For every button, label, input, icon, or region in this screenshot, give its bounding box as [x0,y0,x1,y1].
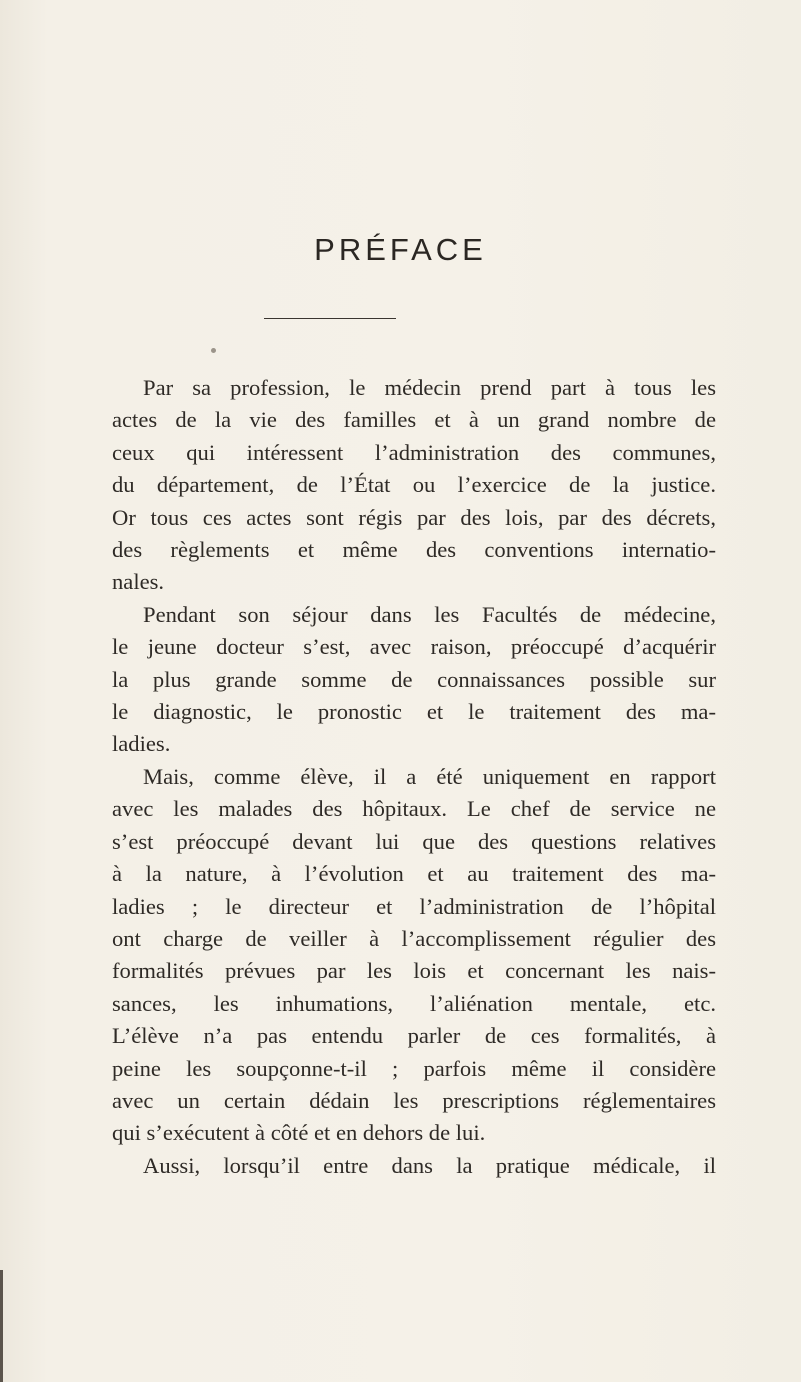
body-line: la plus grande somme de connaissances possible sur [112,666,716,692]
body-line: le diagnostic, le pronostic et le traitement des ma- [112,699,716,725]
body-line: avec un certain dédain les prescriptions réglementaires [112,1087,716,1113]
preface-body [112,372,716,1182]
body-line: Mais, comme élève, il a été uniquement en rapport [143,763,716,789]
title-rule [264,318,396,319]
page-edge-shadow [0,1270,3,1382]
body-line: à la nature, à l’évolution et au traitement des ma- [112,861,716,887]
body-line: ladies. [112,731,171,757]
body-line: ceux qui intéressent l’administration des communes, [112,439,716,465]
ink-speck [211,348,216,353]
page-title: PRÉFACE [314,232,487,267]
body-line: ont charge de veiller à l’accomplissement régulier des [112,925,716,951]
body-line: peine les soupçonne-t-il ; parfois même il considère [112,1055,716,1081]
body-line: Aussi, lorsqu’il entre dans la pratique médicale, il [143,1152,716,1178]
body-line: sances, les inhumations, l’aliénation mentale, etc. [112,990,716,1016]
body-line: nales. [112,569,165,595]
body-line: avec les malades des hôpitaux. Le chef de service ne [112,796,716,822]
body-line: actes de la vie des familles et à un grand nombre de [112,407,716,433]
body-line: ladies ; le directeur et l’administration de l’hôpital [112,893,716,919]
body-line: qui s’exécutent à côté et en dehors de lui. [112,1120,486,1146]
body-line: L’élève n’a pas entendu parler de ces formalités, à [112,1023,716,1049]
body-line: du département, de l’État ou l’exercice de la justice. [112,472,716,498]
body-line: Or tous ces actes sont régis par des lois, par des décrets, [112,504,716,530]
body-line: le jeune docteur s’est, avec raison, préoccupé d’acquérir [112,634,716,660]
body-line: s’est préoccupé devant lui que des questions relatives [112,828,716,854]
body-line: Par sa profession, le médecin prend part à tous les [143,375,716,400]
body-line: des règlements et même des conventions internatio- [112,537,716,563]
body-line: Pendant son séjour dans les Facultés de médecine, [143,601,716,627]
body-line: formalités prévues par les lois et concernant les nais- [112,958,716,984]
